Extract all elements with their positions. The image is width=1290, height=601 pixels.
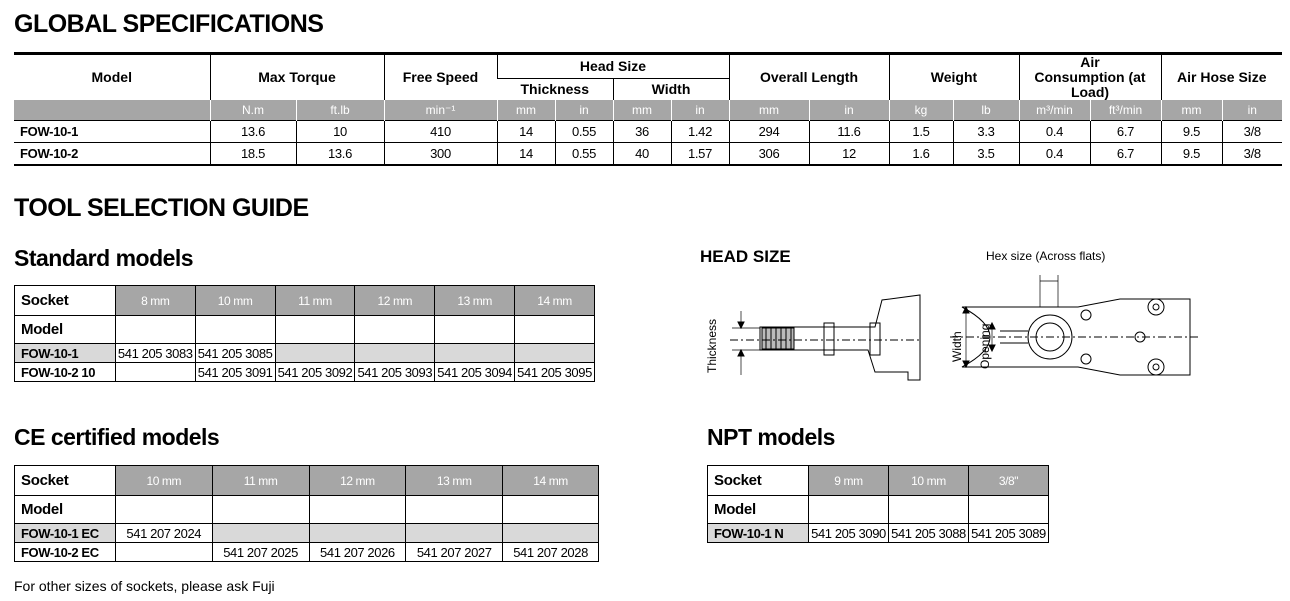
value-cell: 9.5 xyxy=(1161,143,1222,166)
side-view-drawing xyxy=(730,295,920,380)
socket-size: 14 mm xyxy=(503,466,599,496)
part-number: 541 207 2028 xyxy=(503,543,599,562)
header-thickness: Thickness xyxy=(497,78,613,100)
standard-models-title: Standard models xyxy=(14,245,194,271)
value-cell: 0.55 xyxy=(555,121,613,143)
part-number: 541 205 3088 xyxy=(889,524,969,543)
head-size-diagram xyxy=(700,245,1210,400)
header-width: Width xyxy=(613,78,729,100)
model-cell: FOW-10-1 xyxy=(14,121,210,143)
model-cell: FOW-10-2 EC xyxy=(15,543,116,562)
part-number: 541 205 3092 xyxy=(275,363,355,382)
value-cell: 1.42 xyxy=(671,121,729,143)
value-cell: 306 xyxy=(729,143,809,166)
unit-cell: mm xyxy=(1161,100,1222,121)
part-number: 541 205 3090 xyxy=(809,524,889,543)
socket-size: 8 mm xyxy=(115,286,195,316)
part-number: 541 207 2026 xyxy=(309,543,406,562)
part-number: 541 207 2025 xyxy=(212,543,309,562)
socket-size: 14 mm xyxy=(515,286,595,316)
value-cell: 300 xyxy=(384,143,497,166)
hex-size-label: Hex size (Across flats) xyxy=(986,249,1106,263)
model-label: Model xyxy=(15,496,116,524)
part-number xyxy=(435,344,515,363)
table-row xyxy=(14,143,1282,166)
value-cell: 0.55 xyxy=(555,143,613,166)
ce-models-table xyxy=(14,465,599,562)
value-cell: 1.5 xyxy=(889,121,953,143)
ce-models-title: CE certified models xyxy=(14,424,220,450)
value-cell: 18.5 xyxy=(210,143,296,166)
unit-cell: m³/min xyxy=(1019,100,1090,121)
footnote: For other sizes of sockets, please ask Fuji xyxy=(14,578,275,594)
model-cell: FOW-10-1 xyxy=(15,344,116,363)
header-weight: Weight xyxy=(889,54,1019,101)
socket-size: 3/8" xyxy=(969,466,1049,496)
value-cell: 1.57 xyxy=(671,143,729,166)
part-number xyxy=(503,524,599,543)
unit-cell: in xyxy=(1222,100,1282,121)
unit-cell: N.m xyxy=(210,100,296,121)
value-cell: 36 xyxy=(613,121,671,143)
head-size-title: HEAD SIZE xyxy=(700,247,791,266)
value-cell: 9.5 xyxy=(1161,121,1222,143)
value-cell: 3.3 xyxy=(953,121,1019,143)
socket-size: 10 mm xyxy=(889,466,969,496)
part-number: 541 205 3094 xyxy=(435,363,515,382)
value-cell: 0.4 xyxy=(1019,121,1090,143)
socket-size: 13 mm xyxy=(435,286,515,316)
part-number: 541 205 3083 xyxy=(115,344,195,363)
table-row xyxy=(15,543,599,562)
part-number xyxy=(355,344,435,363)
part-number: 541 207 2027 xyxy=(406,543,503,562)
part-number: 541 205 3091 xyxy=(195,363,275,382)
unit-cell: kg xyxy=(889,100,953,121)
value-cell: 10 xyxy=(296,121,384,143)
socket-size: 10 mm xyxy=(115,466,212,496)
value-cell: 13.6 xyxy=(210,121,296,143)
part-number xyxy=(406,524,503,543)
unit-cell: mm xyxy=(497,100,555,121)
unit-cell: in xyxy=(809,100,889,121)
unit-cell: lb xyxy=(953,100,1019,121)
model-label: Model xyxy=(15,316,116,344)
unit-cell: in xyxy=(671,100,729,121)
global-specs-title: GLOBAL SPECIFICATIONS xyxy=(14,10,324,38)
value-cell: 40 xyxy=(613,143,671,166)
part-number xyxy=(115,543,212,562)
socket-size: 12 mm xyxy=(309,466,406,496)
table-row xyxy=(708,524,1049,543)
thickness-label: Thickness xyxy=(705,318,719,373)
unit-cell: mm xyxy=(729,100,809,121)
part-number: 541 205 3085 xyxy=(195,344,275,363)
socket-size: 11 mm xyxy=(212,466,309,496)
header-model: Model xyxy=(91,69,132,85)
unit-cell: in xyxy=(555,100,613,121)
global-specs-table xyxy=(14,52,1282,166)
part-number: 541 207 2024 xyxy=(115,524,212,543)
header-head-size: Head Size xyxy=(497,54,729,79)
unit-cell: ft³/min xyxy=(1090,100,1161,121)
table-row xyxy=(15,524,599,543)
value-cell: 3/8 xyxy=(1222,143,1282,166)
units-row xyxy=(14,100,1282,121)
tool-selection-title: TOOL SELECTION GUIDE xyxy=(14,194,309,222)
header-air-consumption: Air Consumption (at Load) xyxy=(1019,54,1161,101)
table-row xyxy=(14,121,1282,143)
standard-models-table xyxy=(14,285,595,382)
npt-models-table xyxy=(707,465,1049,543)
part-number: 541 205 3095 xyxy=(515,363,595,382)
width-label: Width xyxy=(950,331,964,362)
npt-models-title: NPT models xyxy=(707,424,835,450)
table-row xyxy=(15,363,595,382)
value-cell: 6.7 xyxy=(1090,143,1161,166)
value-cell: 410 xyxy=(384,121,497,143)
model-cell: FOW-10-1 EC xyxy=(15,524,116,543)
value-cell: 3.5 xyxy=(953,143,1019,166)
socket-label: Socket xyxy=(708,466,809,496)
table-row xyxy=(15,344,595,363)
part-number xyxy=(115,363,195,382)
header-air-hose-size: Air Hose Size xyxy=(1161,54,1282,101)
value-cell: 14 xyxy=(497,143,555,166)
socket-size: 13 mm xyxy=(406,466,503,496)
socket-size: 9 mm xyxy=(809,466,889,496)
unit-cell: min⁻¹ xyxy=(384,100,497,121)
header-overall-length: Overall Length xyxy=(729,54,889,101)
model-cell: FOW-10-2 10 xyxy=(15,363,116,382)
header-free-speed: Free Speed xyxy=(384,54,497,101)
value-cell: 3/8 xyxy=(1222,121,1282,143)
model-cell: FOW-10-2 xyxy=(14,143,210,166)
value-cell: 11.6 xyxy=(809,121,889,143)
unit-cell: ft.lb xyxy=(296,100,384,121)
part-number xyxy=(515,344,595,363)
part-number: 541 205 3089 xyxy=(969,524,1049,543)
value-cell: 1.6 xyxy=(889,143,953,166)
socket-size: 11 mm xyxy=(275,286,355,316)
socket-size: 12 mm xyxy=(355,286,435,316)
part-number: 541 205 3093 xyxy=(355,363,435,382)
value-cell: 14 xyxy=(497,121,555,143)
model-label: Model xyxy=(708,496,809,524)
header-max-torque: Max Torque xyxy=(210,54,384,101)
value-cell: 12 xyxy=(809,143,889,166)
model-cell: FOW-10-1 N xyxy=(708,524,809,543)
opening-label: Opening xyxy=(978,323,992,369)
socket-label: Socket xyxy=(15,286,116,316)
value-cell: 6.7 xyxy=(1090,121,1161,143)
part-number xyxy=(212,524,309,543)
value-cell: 294 xyxy=(729,121,809,143)
socket-label: Socket xyxy=(15,466,116,496)
unit-cell: mm xyxy=(613,100,671,121)
part-number xyxy=(309,524,406,543)
value-cell: 13.6 xyxy=(296,143,384,166)
socket-size: 10 mm xyxy=(195,286,275,316)
part-number xyxy=(275,344,355,363)
value-cell: 0.4 xyxy=(1019,143,1090,166)
